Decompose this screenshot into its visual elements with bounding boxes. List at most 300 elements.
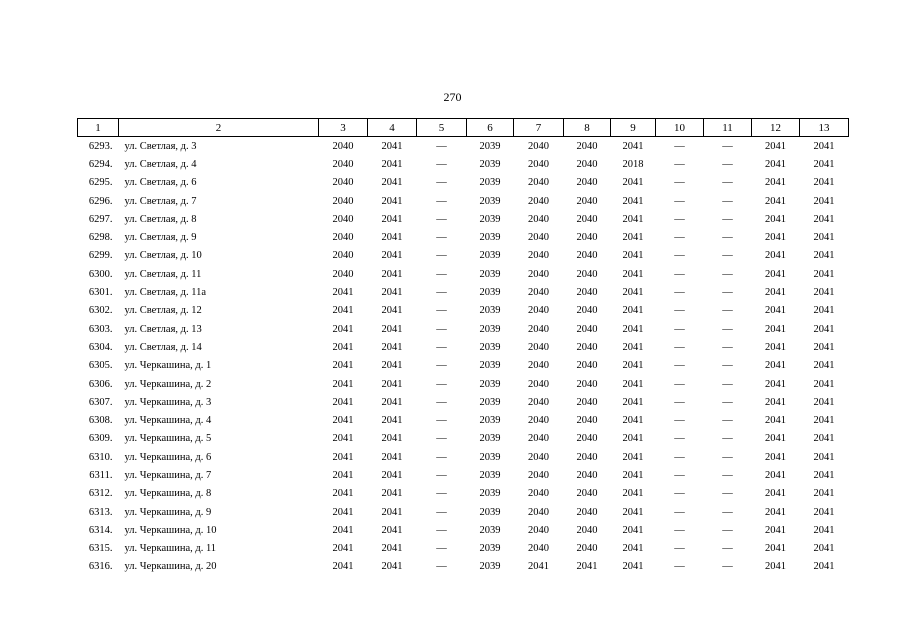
year-cell: — <box>722 506 733 518</box>
year-cell: 2039 <box>479 232 501 244</box>
column-header: 13 <box>800 119 849 137</box>
year-cell: — <box>436 323 447 335</box>
column-header: 11 <box>704 119 752 137</box>
year-cell: 2040 <box>528 378 549 390</box>
year-cell: — <box>722 305 733 317</box>
year-cell: 2041 <box>622 378 644 390</box>
year-cell: 2041 <box>765 451 786 463</box>
year-cell: 2040 <box>576 524 598 536</box>
year-cell: 2041 <box>765 469 786 481</box>
year-cell: 2039 <box>479 177 501 189</box>
year-cell: — <box>722 323 733 335</box>
year-cell: 2041 <box>622 561 644 573</box>
year-cell: — <box>436 287 447 299</box>
year-cell: 2041 <box>813 268 835 280</box>
address-cell: ул. Черкашина, д. 6 <box>124 451 212 463</box>
year-cell: — <box>722 433 733 445</box>
year-cell: 2041 <box>332 488 354 500</box>
year-cell: 2040 <box>576 250 598 262</box>
year-cell: 2040 <box>528 232 549 244</box>
year-cell: 2040 <box>528 543 549 555</box>
year-cell: 2041 <box>622 506 644 518</box>
year-cell: 2041 <box>813 433 835 445</box>
table-row <box>78 558 849 576</box>
table-row <box>78 357 849 375</box>
year-cell: 2041 <box>381 415 403 427</box>
year-cell: 2039 <box>479 213 501 225</box>
year-cell: — <box>436 268 447 280</box>
header-row <box>78 119 849 137</box>
year-cell: 2040 <box>332 268 354 280</box>
year-cell: 2040 <box>528 360 549 372</box>
address-cell: ул. Черкашина, д. 20 <box>124 561 217 573</box>
year-cell: — <box>722 360 733 372</box>
year-cell: 2039 <box>479 415 501 427</box>
year-cell: 2041 <box>332 323 354 335</box>
year-cell: 2040 <box>332 195 354 207</box>
year-cell: — <box>722 177 733 189</box>
year-cell: 2040 <box>528 488 549 500</box>
year-cell: — <box>436 415 447 427</box>
year-cell: 2040 <box>576 268 598 280</box>
table-row <box>78 210 849 228</box>
year-cell: 2041 <box>813 195 835 207</box>
year-cell: 2040 <box>528 140 549 152</box>
year-cell: 2041 <box>765 506 786 518</box>
year-cell: 2039 <box>479 433 501 445</box>
column-header: 5 <box>417 119 467 137</box>
year-cell: 2041 <box>381 305 403 317</box>
schedule-table <box>77 118 849 576</box>
year-cell: — <box>674 232 685 244</box>
row-number: 6309. <box>88 433 113 445</box>
table-row <box>78 521 849 539</box>
year-cell: 2041 <box>765 524 786 536</box>
year-cell: 2040 <box>332 177 354 189</box>
year-cell: 2041 <box>622 213 644 225</box>
table-row <box>78 485 849 503</box>
column-header: 3 <box>319 119 368 137</box>
year-cell: — <box>674 323 685 335</box>
year-cell: 2041 <box>813 232 835 244</box>
year-cell: 2041 <box>765 561 786 573</box>
year-cell: 2041 <box>813 543 835 555</box>
year-cell: — <box>674 250 685 262</box>
year-cell: 2041 <box>813 323 835 335</box>
year-cell: 2039 <box>479 140 501 152</box>
year-cell: — <box>436 469 447 481</box>
year-cell: 2040 <box>576 213 598 225</box>
year-cell: 2040 <box>528 524 549 536</box>
table-row <box>78 302 849 320</box>
year-cell: — <box>722 268 733 280</box>
year-cell: 2041 <box>765 250 786 262</box>
year-cell: 2041 <box>622 488 644 500</box>
year-cell: 2041 <box>622 469 644 481</box>
address-cell: ул. Светлая, д. 9 <box>124 232 197 244</box>
row-number: 6293. <box>88 140 113 152</box>
year-cell: 2041 <box>765 268 786 280</box>
row-number: 6316. <box>88 561 113 573</box>
year-cell: — <box>674 305 685 317</box>
year-cell: 2041 <box>381 177 403 189</box>
year-cell: 2041 <box>813 451 835 463</box>
address-cell: ул. Черкашина, д. 1 <box>124 360 212 372</box>
table-row <box>78 137 849 156</box>
year-cell: 2040 <box>528 415 549 427</box>
year-cell: — <box>674 469 685 481</box>
table-row <box>78 393 849 411</box>
year-cell: 2041 <box>381 543 403 555</box>
year-cell: — <box>436 543 447 555</box>
year-cell: — <box>722 341 733 353</box>
year-cell: 2041 <box>622 305 644 317</box>
year-cell: 2041 <box>765 158 786 170</box>
year-cell: 2041 <box>381 140 403 152</box>
year-cell: 2041 <box>332 433 354 445</box>
year-cell: 2041 <box>381 451 403 463</box>
year-cell: 2041 <box>381 524 403 536</box>
year-cell: 2041 <box>765 177 786 189</box>
year-cell: 2039 <box>479 158 501 170</box>
year-cell: 2041 <box>622 451 644 463</box>
table-row <box>78 247 849 265</box>
year-cell: 2041 <box>332 543 354 555</box>
year-cell: 2040 <box>528 341 549 353</box>
year-cell: 2039 <box>479 360 501 372</box>
year-cell: — <box>674 268 685 280</box>
address-cell: ул. Светлая, д. 10 <box>124 250 202 262</box>
year-cell: — <box>722 451 733 463</box>
year-cell: 2041 <box>332 415 354 427</box>
year-cell: 2040 <box>528 396 549 408</box>
year-cell: — <box>436 378 447 390</box>
year-cell: 2040 <box>332 140 354 152</box>
year-cell: — <box>722 195 733 207</box>
year-cell: 2041 <box>622 433 644 445</box>
year-cell: 2041 <box>765 213 786 225</box>
year-cell: 2040 <box>576 360 598 372</box>
year-cell: — <box>674 506 685 518</box>
address-cell: ул. Черкашина, д. 3 <box>124 396 212 408</box>
year-cell: — <box>674 524 685 536</box>
year-cell: — <box>436 451 447 463</box>
year-cell: 2040 <box>576 378 598 390</box>
year-cell: 2040 <box>528 506 549 518</box>
year-cell: 2041 <box>622 250 644 262</box>
address-cell: ул. Светлая, д. 6 <box>124 177 197 189</box>
year-cell: — <box>722 415 733 427</box>
year-cell: 2039 <box>479 396 501 408</box>
row-number: 6310. <box>88 451 113 463</box>
table-row <box>78 411 849 429</box>
year-cell: 2041 <box>813 158 835 170</box>
year-cell: 2040 <box>332 250 354 262</box>
row-number: 6297. <box>88 213 113 225</box>
year-cell: — <box>436 433 447 445</box>
year-cell: 2041 <box>813 177 835 189</box>
year-cell: 2040 <box>576 341 598 353</box>
year-cell: 2041 <box>765 140 786 152</box>
year-cell: — <box>674 561 685 573</box>
row-number: 6311. <box>89 469 113 481</box>
table-row <box>78 320 849 338</box>
year-cell: 2040 <box>576 287 598 299</box>
row-number: 6313. <box>88 506 113 518</box>
year-cell: 2039 <box>479 561 501 573</box>
table-row <box>78 540 849 558</box>
year-cell: 2039 <box>479 469 501 481</box>
year-cell: 2041 <box>765 488 786 500</box>
year-cell: 2041 <box>622 195 644 207</box>
year-cell: — <box>722 488 733 500</box>
year-cell: 2040 <box>576 195 598 207</box>
year-cell: — <box>674 177 685 189</box>
year-cell: — <box>674 543 685 555</box>
year-cell: 2040 <box>528 469 549 481</box>
address-cell: ул. Светлая, д. 11 <box>124 268 202 280</box>
row-number: 6314. <box>88 524 113 536</box>
year-cell: 2041 <box>813 378 835 390</box>
year-cell: 2041 <box>528 561 549 573</box>
year-cell: 2041 <box>622 323 644 335</box>
year-cell: 2041 <box>332 305 354 317</box>
year-cell: 2041 <box>765 433 786 445</box>
year-cell: 2041 <box>622 268 644 280</box>
year-cell: — <box>436 341 447 353</box>
year-cell: 2041 <box>765 305 786 317</box>
table-row <box>78 338 849 356</box>
year-cell: — <box>436 305 447 317</box>
column-header: 2 <box>119 119 319 137</box>
year-cell: 2041 <box>381 250 403 262</box>
year-cell: 2041 <box>332 378 354 390</box>
year-cell: 2040 <box>528 213 549 225</box>
year-cell: 2041 <box>381 488 403 500</box>
year-cell: 2041 <box>765 396 786 408</box>
page-number: 270 <box>443 90 462 104</box>
year-cell: 2041 <box>332 524 354 536</box>
table-row <box>78 265 849 283</box>
year-cell: — <box>722 524 733 536</box>
year-cell: 2040 <box>528 158 549 170</box>
table-row <box>78 174 849 192</box>
year-cell: — <box>674 378 685 390</box>
year-cell: 2040 <box>332 232 354 244</box>
year-cell: — <box>674 140 685 152</box>
year-cell: 2040 <box>576 488 598 500</box>
column-header: 8 <box>564 119 611 137</box>
year-cell: 2041 <box>381 469 403 481</box>
year-cell: 2041 <box>381 378 403 390</box>
year-cell: 2040 <box>576 543 598 555</box>
row-number: 6307. <box>88 396 113 408</box>
year-cell: 2041 <box>622 287 644 299</box>
year-cell: — <box>436 195 447 207</box>
year-cell: 2041 <box>622 543 644 555</box>
year-cell: 2041 <box>813 506 835 518</box>
year-cell: 2040 <box>332 213 354 225</box>
year-cell: — <box>436 396 447 408</box>
year-cell: 2041 <box>381 360 403 372</box>
year-cell: 2040 <box>576 415 598 427</box>
year-cell: 2041 <box>765 323 786 335</box>
year-cell: 2041 <box>813 415 835 427</box>
year-cell: — <box>722 287 733 299</box>
year-cell: 2040 <box>332 158 354 170</box>
year-cell: 2041 <box>813 561 835 573</box>
row-number: 6304. <box>88 341 113 353</box>
year-cell: 2040 <box>528 287 549 299</box>
table-row <box>78 448 849 466</box>
year-cell: 2041 <box>381 213 403 225</box>
year-cell: 2041 <box>381 232 403 244</box>
table-row <box>78 503 849 521</box>
row-number: 6305. <box>88 360 113 372</box>
year-cell: 2040 <box>528 250 549 262</box>
year-cell: — <box>722 378 733 390</box>
row-number: 6300. <box>88 268 113 280</box>
year-cell: — <box>436 488 447 500</box>
year-cell: 2039 <box>479 341 501 353</box>
row-number: 6315. <box>88 543 113 555</box>
year-cell: 2041 <box>813 469 835 481</box>
address-cell: ул. Черкашина, д. 5 <box>124 433 212 445</box>
year-cell: 2041 <box>332 360 354 372</box>
year-cell: 2041 <box>765 232 786 244</box>
table-row <box>78 192 849 210</box>
year-cell: 2041 <box>813 213 835 225</box>
year-cell: 2041 <box>813 341 835 353</box>
table-row <box>78 228 849 246</box>
address-cell: ул. Светлая, д. 4 <box>124 158 197 170</box>
year-cell: — <box>436 213 447 225</box>
year-cell: 2041 <box>813 524 835 536</box>
year-cell: 2041 <box>622 360 644 372</box>
row-number: 6295. <box>88 177 113 189</box>
year-cell: 2039 <box>479 543 501 555</box>
year-cell: 2039 <box>479 451 501 463</box>
year-cell: 2041 <box>332 561 354 573</box>
year-cell: — <box>722 140 733 152</box>
year-cell: — <box>436 232 447 244</box>
year-cell: — <box>436 177 447 189</box>
year-cell: 2041 <box>332 506 354 518</box>
year-cell: 2039 <box>479 287 501 299</box>
address-cell: ул. Черкашина, д. 11 <box>124 543 217 555</box>
row-number: 6306. <box>88 378 113 390</box>
year-cell: 2039 <box>479 323 501 335</box>
address-cell: ул. Черкашина, д. 8 <box>124 488 212 500</box>
year-cell: 2041 <box>622 341 644 353</box>
table-row <box>78 466 849 484</box>
column-header: 10 <box>656 119 704 137</box>
row-number: 6301. <box>88 287 113 299</box>
row-number: 6299. <box>88 250 113 262</box>
table-row <box>78 155 849 173</box>
address-cell: ул. Черкашина, д. 4 <box>124 415 212 427</box>
year-cell: 2018 <box>622 158 644 170</box>
year-cell: — <box>436 158 447 170</box>
year-cell: 2041 <box>765 378 786 390</box>
year-cell: 2039 <box>479 250 501 262</box>
year-cell: — <box>722 469 733 481</box>
year-cell: 2041 <box>622 232 644 244</box>
year-cell: 2040 <box>576 323 598 335</box>
row-number: 6298. <box>88 232 113 244</box>
year-cell: 2039 <box>479 524 501 536</box>
address-cell: ул. Черкашина, д. 9 <box>124 506 212 518</box>
year-cell: 2041 <box>813 287 835 299</box>
year-cell: 2041 <box>813 396 835 408</box>
address-cell: ул. Светлая, д. 11а <box>124 287 207 299</box>
year-cell: 2040 <box>528 195 549 207</box>
year-cell: 2041 <box>622 524 644 536</box>
year-cell: — <box>436 360 447 372</box>
year-cell: — <box>674 396 685 408</box>
year-cell: 2040 <box>576 451 598 463</box>
year-cell: 2041 <box>332 451 354 463</box>
year-cell: 2040 <box>576 396 598 408</box>
table-row <box>78 375 849 393</box>
year-cell: — <box>674 195 685 207</box>
year-cell: — <box>722 250 733 262</box>
year-cell: 2041 <box>813 250 835 262</box>
row-number: 6303. <box>88 323 113 335</box>
year-cell: 2040 <box>576 506 598 518</box>
year-cell: 2040 <box>528 305 549 317</box>
year-cell: 2040 <box>576 232 598 244</box>
year-cell: 2041 <box>813 488 835 500</box>
year-cell: 2040 <box>528 451 549 463</box>
year-cell: 2041 <box>381 323 403 335</box>
year-cell: — <box>674 415 685 427</box>
year-cell: — <box>674 433 685 445</box>
year-cell: — <box>674 360 685 372</box>
column-header: 12 <box>752 119 800 137</box>
year-cell: — <box>722 213 733 225</box>
year-cell: 2039 <box>479 378 501 390</box>
year-cell: 2040 <box>528 323 549 335</box>
year-cell: 2041 <box>381 396 403 408</box>
year-cell: — <box>722 396 733 408</box>
year-cell: 2041 <box>765 543 786 555</box>
year-cell: — <box>674 287 685 299</box>
table-row <box>78 430 849 448</box>
address-cell: ул. Черкашина, д. 2 <box>124 378 212 390</box>
address-cell: ул. Светлая, д. 8 <box>124 213 197 225</box>
year-cell: 2041 <box>622 415 644 427</box>
column-header: 9 <box>611 119 656 137</box>
year-cell: — <box>674 158 685 170</box>
column-header: 6 <box>467 119 514 137</box>
year-cell: 2041 <box>765 341 786 353</box>
column-header: 4 <box>368 119 417 137</box>
address-cell: ул. Светлая, д. 13 <box>124 323 202 335</box>
address-cell: ул. Светлая, д. 14 <box>124 341 202 353</box>
table-row <box>78 283 849 301</box>
year-cell: 2041 <box>332 341 354 353</box>
row-number: 6308. <box>88 415 113 427</box>
year-cell: 2041 <box>576 561 598 573</box>
address-cell: ул. Черкашина, д. 7 <box>124 469 212 481</box>
year-cell: 2040 <box>576 469 598 481</box>
year-cell: — <box>722 543 733 555</box>
year-cell: 2040 <box>576 305 598 317</box>
address-cell: ул. Светлая, д. 7 <box>124 195 197 207</box>
column-header: 1 <box>78 119 119 137</box>
year-cell: 2041 <box>813 360 835 372</box>
